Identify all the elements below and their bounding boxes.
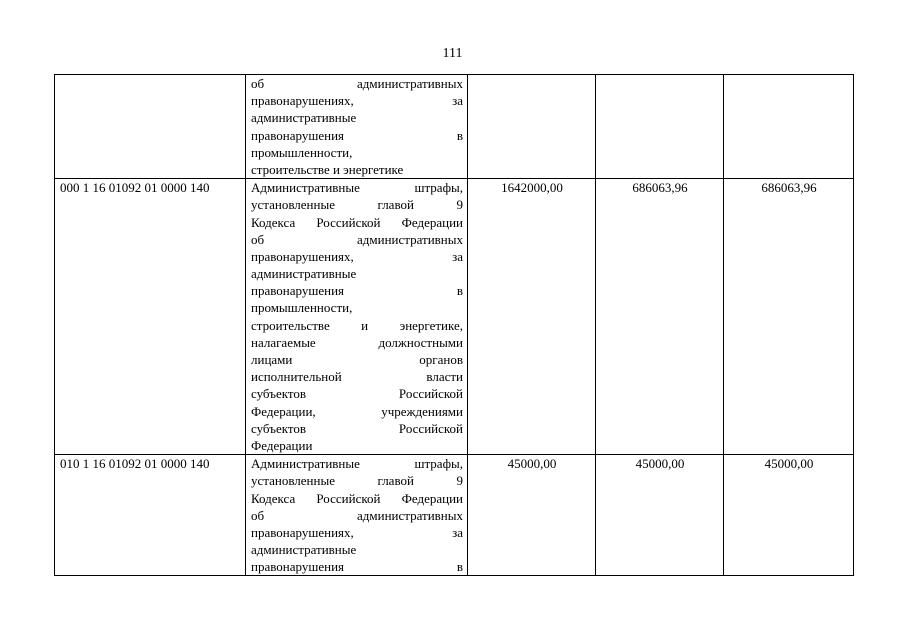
value-cell-2: 45000,00 — [596, 455, 724, 576]
name-line: субъектов Российской — [251, 386, 463, 402]
name-line: Федерации — [251, 437, 313, 453]
name-line: правонарушения в — [251, 559, 463, 575]
value-cell-1 — [468, 75, 596, 179]
value-cell-3: 686063,96 — [724, 179, 854, 455]
value-cell-3: 45000,00 — [724, 455, 854, 576]
name-line: правонарушения в — [251, 127, 463, 143]
budget-revenue-table — [54, 74, 854, 576]
value-cell-1: 1642000,00 — [468, 179, 596, 455]
name-line: исполнительной власти — [251, 369, 463, 385]
page-number: 111 — [442, 46, 463, 61]
row-name-cell — [246, 179, 468, 455]
name-line: правонарушениях, за — [251, 248, 463, 264]
row-name-cell — [246, 455, 468, 576]
name-line: лицами органов — [251, 352, 463, 367]
name-line: установленные главой 9 — [251, 473, 463, 489]
name-line: Кодекса Российской Федерации — [251, 490, 463, 506]
name-line: Федерации, учреждениями — [251, 403, 463, 419]
name-line: Административные штрафы, — [251, 456, 463, 472]
row-name-cell — [246, 75, 468, 179]
name-line: Административные штрафы, — [251, 180, 463, 196]
name-line: административные — [251, 266, 357, 282]
name-line: Кодекса Российской Федерации — [251, 214, 463, 230]
value-cell-3 — [724, 75, 854, 179]
row-code-cell: 010 1 16 01092 01 0000 140 — [55, 455, 246, 576]
value-cell-2: 686063,96 — [596, 179, 724, 455]
row-code-cell: 000 1 16 01092 01 0000 140 — [55, 179, 246, 455]
name-line: правонарушениях, за — [251, 93, 463, 109]
row-code-cell — [55, 75, 246, 179]
name-line: промышленности, — [251, 300, 353, 316]
name-line: административные — [251, 110, 357, 126]
name-line: об административных — [251, 231, 463, 247]
table-row — [55, 179, 854, 455]
name-line: об административных — [251, 507, 463, 523]
name-line: установленные главой 9 — [251, 197, 463, 213]
name-line: строительстве и энергетике — [251, 161, 404, 177]
table-row — [55, 455, 854, 576]
name-line: административные — [251, 542, 357, 558]
name-line: субъектов Российской — [251, 420, 463, 436]
name-line: правонарушениях, за — [251, 524, 463, 540]
value-cell-1: 45000,00 — [468, 455, 596, 576]
name-line: налагаемые должностными — [251, 334, 463, 350]
name-line: строительстве и энергетике, — [251, 317, 463, 333]
value-cell-2 — [596, 75, 724, 179]
table-row — [55, 75, 854, 179]
name-line: промышленности, — [251, 144, 353, 160]
name-line: правонарушения в — [251, 283, 463, 299]
name-line: об административных — [251, 76, 463, 91]
